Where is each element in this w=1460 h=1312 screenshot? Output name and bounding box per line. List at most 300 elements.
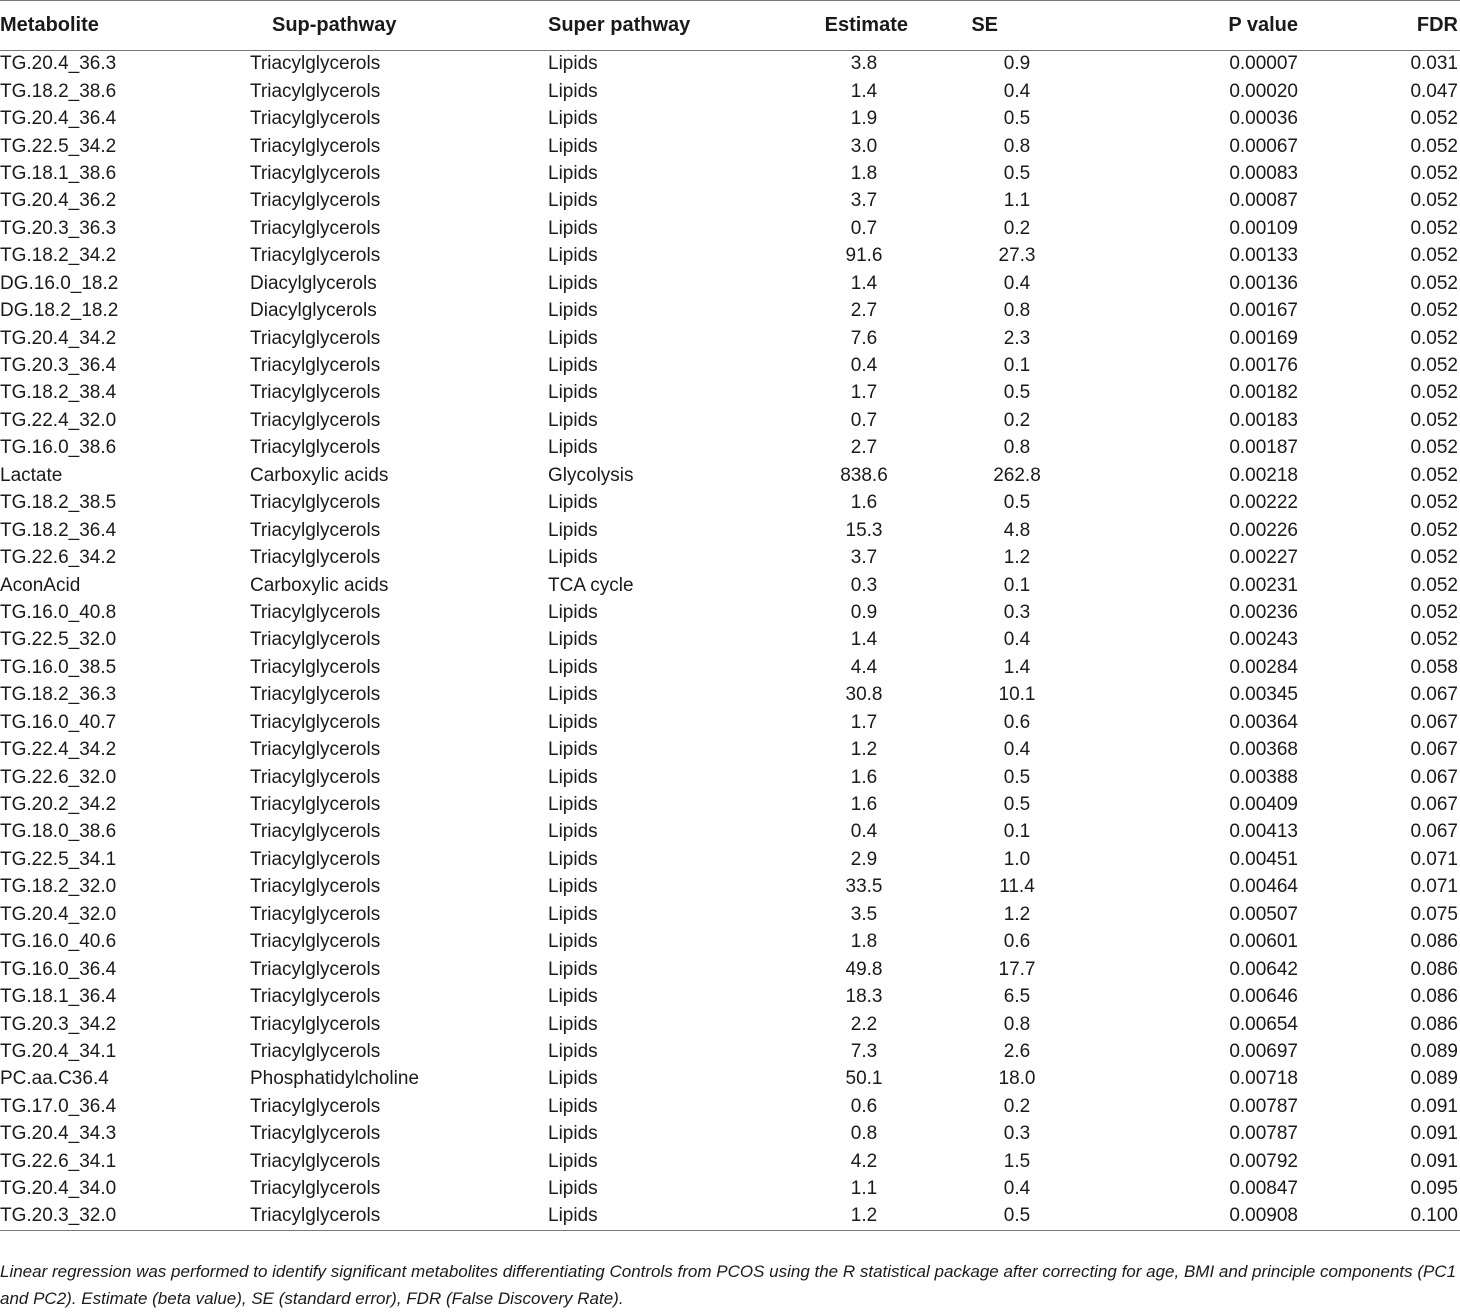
cell-super-pathway: Lipids [548, 1178, 598, 1200]
cell-fdr: 0.095 [1410, 1178, 1458, 1200]
cell-p-value: 0.00792 [1229, 1150, 1298, 1172]
cell-estimate: 0.7 [850, 217, 878, 239]
cell-estimate: 33.5 [845, 876, 883, 898]
cell-p-value: 0.00243 [1229, 629, 1298, 651]
cell-metabolite: TG.18.0_38.6 [0, 821, 117, 843]
cell-estimate: 1.6 [850, 766, 878, 788]
cell-fdr: 0.091 [1410, 1123, 1458, 1145]
cell-metabolite: TG.18.2_38.5 [0, 492, 117, 514]
cell-fdr: 0.089 [1410, 1040, 1458, 1062]
cell-super-pathway: Lipids [548, 684, 598, 706]
cell-p-value: 0.00368 [1229, 739, 1298, 761]
cell-se: 0.2 [1003, 217, 1031, 239]
cell-metabolite: TG.18.2_38.6 [0, 80, 117, 102]
cell-se: 1.5 [1003, 1150, 1031, 1172]
cell-fdr: 0.058 [1410, 656, 1458, 678]
cell-super-pathway: Lipids [548, 162, 598, 184]
table-row [0, 791, 1460, 818]
cell-metabolite: DG.16.0_18.2 [0, 272, 119, 294]
cell-metabolite: TG.18.2_36.3 [0, 684, 117, 706]
cell-sub-pathway: Triacylglycerols [250, 903, 381, 925]
cell-sub-pathway: Triacylglycerols [250, 766, 381, 788]
cell-estimate: 2.2 [850, 1013, 878, 1035]
cell-metabolite: TG.22.6_34.1 [0, 1150, 117, 1172]
cell-fdr: 0.052 [1410, 217, 1458, 239]
cell-fdr: 0.067 [1410, 711, 1458, 733]
table-row [0, 270, 1460, 297]
cell-p-value: 0.00787 [1229, 1095, 1298, 1117]
cell-super-pathway: Lipids [548, 848, 598, 870]
cell-fdr: 0.052 [1410, 272, 1458, 294]
table-row [0, 78, 1460, 105]
cell-metabolite: TG.22.6_32.0 [0, 766, 117, 788]
cell-se: 0.2 [1003, 1095, 1031, 1117]
cell-fdr: 0.052 [1410, 108, 1458, 130]
cell-super-pathway: Lipids [548, 1150, 598, 1172]
cell-metabolite: TG.18.2_32.0 [0, 876, 117, 898]
cell-super-pathway: Lipids [548, 711, 598, 733]
cell-sub-pathway: Triacylglycerols [250, 1123, 381, 1145]
cell-p-value: 0.00601 [1229, 931, 1298, 953]
cell-metabolite: TG.20.4_32.0 [0, 903, 117, 925]
cell-p-value: 0.00908 [1116, 1203, 1340, 1230]
cell-metabolite: TG.18.2_36.4 [0, 519, 117, 541]
cell-super-pathway: Lipids [548, 519, 598, 541]
cell-metabolite: TG.18.1_38.6 [0, 162, 117, 184]
cell-super-pathway: Lipids [548, 53, 598, 75]
cell-estimate: 1.7 [850, 382, 878, 404]
cell-p-value: 0.00187 [1229, 437, 1298, 459]
cell-estimate: 1.9 [850, 108, 878, 130]
table-row [0, 1175, 1460, 1202]
cell-sub-pathway: Triacylglycerols [250, 217, 381, 239]
cell-sub-pathway: Triacylglycerols [250, 409, 381, 431]
cell-super-pathway: Lipids [548, 272, 598, 294]
cell-estimate: 50.1 [845, 1068, 883, 1090]
cell-estimate: 4.4 [850, 656, 878, 678]
cell-estimate: 0.3 [850, 574, 878, 596]
cell-super-pathway: Lipids [548, 958, 598, 980]
cell-sub-pathway: Triacylglycerols [250, 492, 381, 514]
cell-metabolite: TG.20.4_36.3 [0, 53, 117, 75]
cell-p-value: 0.00345 [1229, 684, 1298, 706]
cell-se: 0.1 [1003, 355, 1031, 377]
cell-p-value: 0.00646 [1229, 986, 1298, 1008]
cell-metabolite: TG.16.0_40.7 [0, 711, 117, 733]
table-row [0, 874, 1460, 901]
cell-fdr: 0.091 [1410, 1095, 1458, 1117]
cell-super-pathway: Lipids [548, 135, 598, 157]
cell-super-pathway: Lipids [548, 1013, 598, 1035]
cell-metabolite: TG.22.5_32.0 [0, 629, 117, 651]
cell-sub-pathway: Triacylglycerols [250, 1040, 381, 1062]
cell-se: 0.2 [1003, 409, 1031, 431]
cell-fdr: 0.052 [1410, 355, 1458, 377]
cell-super-pathway: Lipids [548, 1095, 598, 1117]
cell-metabolite: TG.17.0_36.4 [0, 1095, 117, 1117]
cell-se: 4.8 [1003, 519, 1031, 541]
cell-estimate: 1.1 [850, 1178, 878, 1200]
cell-sub-pathway: Triacylglycerols [250, 739, 381, 761]
cell-super-pathway: Lipids [548, 931, 598, 953]
cell-se: 11.4 [999, 876, 1035, 898]
cell-p-value: 0.00451 [1229, 848, 1298, 870]
table-row [0, 764, 1460, 791]
cell-fdr: 0.052 [1410, 464, 1458, 486]
cell-p-value: 0.00718 [1229, 1068, 1298, 1090]
cell-p-value: 0.00236 [1229, 601, 1298, 623]
cell-estimate: 4.2 [850, 1150, 878, 1172]
cell-se: 0.4 [1003, 1178, 1031, 1200]
cell-estimate: 1.6 [850, 492, 878, 514]
cell-super-pathway: Lipids [548, 492, 598, 514]
cell-fdr: 0.100 [1340, 1203, 1460, 1230]
cell-super-pathway: Lipids [548, 108, 598, 130]
cell-p-value: 0.00036 [1229, 108, 1298, 130]
table-row [0, 407, 1460, 434]
cell-super-pathway: Lipids [548, 1040, 598, 1062]
cell-se: 0.5 [1003, 108, 1031, 130]
cell-p-value: 0.00083 [1229, 162, 1298, 184]
cell-sub-pathway: Carboxylic acids [250, 464, 389, 486]
cell-super-pathway: Lipids [548, 739, 598, 761]
cell-sub-pathway: Triacylglycerols [250, 1178, 381, 1200]
cell-se: 0.8 [1003, 1013, 1031, 1035]
cell-fdr: 0.052 [1410, 629, 1458, 651]
cell-sub-pathway: Triacylglycerols [250, 162, 381, 184]
cell-super-pathway: Lipids [548, 80, 598, 102]
header-row [0, 1, 1460, 51]
cell-sub-pathway: Triacylglycerols [250, 1013, 381, 1035]
cell-metabolite: TG.20.4_36.4 [0, 108, 117, 130]
cell-fdr: 0.052 [1410, 519, 1458, 541]
table-row [0, 709, 1460, 736]
table-row [0, 243, 1460, 270]
table-row [0, 51, 1460, 78]
cell-super-pathway: Lipids [548, 409, 598, 431]
cell-se: 2.3 [1003, 327, 1031, 349]
header-estimate: Estimate [786, 1, 926, 51]
cell-metabolite: TG.20.3_32.0 [0, 1203, 250, 1230]
cell-metabolite: AconAcid [0, 574, 81, 596]
cell-p-value: 0.00642 [1229, 958, 1298, 980]
cell-p-value: 0.00133 [1229, 245, 1298, 267]
cell-fdr: 0.067 [1410, 739, 1458, 761]
cell-estimate: 7.6 [850, 327, 878, 349]
cell-super-pathway: Lipids [548, 190, 598, 212]
cell-super-pathway: Lipids [548, 629, 598, 651]
cell-p-value: 0.00007 [1229, 53, 1298, 75]
cell-sub-pathway: Triacylglycerols [250, 684, 381, 706]
cell-se: 0.4 [1003, 80, 1031, 102]
cell-se: 1.0 [1003, 848, 1031, 870]
cell-metabolite: TG.20.3_36.3 [0, 217, 117, 239]
cell-sub-pathway: Triacylglycerols [250, 986, 381, 1008]
table-row [0, 105, 1460, 132]
cell-estimate: 0.4 [850, 355, 878, 377]
cell-p-value: 0.00109 [1229, 217, 1298, 239]
table-row [0, 983, 1460, 1010]
cell-se: 0.8 [1003, 135, 1031, 157]
table-row [0, 1148, 1460, 1175]
cell-estimate: 15.3 [845, 519, 883, 541]
cell-se: 1.2 [1003, 547, 1031, 569]
cell-estimate: 30.8 [845, 684, 883, 706]
cell-p-value: 0.00231 [1229, 574, 1298, 596]
cell-sub-pathway: Diacylglycerols [250, 300, 377, 322]
cell-se: 0.3 [1003, 1123, 1031, 1145]
cell-sub-pathway: Triacylglycerols [250, 108, 381, 130]
table-footnote: Linear regression was performed to identify significant metabolites differentiating Controls from PCOS using the R statistical package after correcting for age, BMI and principle components (PC1 and PC2). Estimate (beta value), SE (standard error), FDR (False Discovery Rate). [0, 1262, 1457, 1308]
cell-se: 0.4 [1003, 272, 1031, 294]
cell-super-pathway: Lipids [548, 1068, 598, 1090]
cell-fdr: 0.052 [1410, 601, 1458, 623]
cell-metabolite: TG.22.4_32.0 [0, 409, 117, 431]
table-body [0, 51, 1460, 1231]
cell-p-value: 0.00284 [1229, 656, 1298, 678]
cell-p-value: 0.00364 [1229, 711, 1298, 733]
cell-super-pathway: Lipids [548, 547, 598, 569]
cell-se: 0.6 [1003, 711, 1031, 733]
cell-metabolite: TG.16.0_40.8 [0, 601, 117, 623]
cell-sub-pathway: Triacylglycerols [250, 601, 381, 623]
cell-p-value: 0.00176 [1229, 355, 1298, 377]
cell-metabolite: TG.20.4_34.2 [0, 327, 117, 349]
cell-se: 0.8 [1003, 300, 1031, 322]
cell-super-pathway: Lipids [548, 794, 598, 816]
cell-super-pathway: Lipids [548, 656, 598, 678]
cell-sub-pathway: Triacylglycerols [250, 437, 381, 459]
cell-fdr: 0.089 [1410, 1068, 1458, 1090]
cell-metabolite: TG.22.6_34.2 [0, 547, 117, 569]
cell-estimate: 1.2 [786, 1203, 926, 1230]
cell-sub-pathway: Triacylglycerols [250, 382, 381, 404]
cell-super-pathway: Lipids [548, 437, 598, 459]
cell-sub-pathway: Triacylglycerols [250, 1150, 381, 1172]
cell-se: 1.4 [1003, 656, 1031, 678]
cell-fdr: 0.067 [1410, 794, 1458, 816]
cell-sub-pathway: Diacylglycerols [250, 272, 377, 294]
cell-se: 0.1 [1003, 574, 1031, 596]
cell-fdr: 0.052 [1410, 574, 1458, 596]
cell-p-value: 0.00169 [1229, 327, 1298, 349]
cell-estimate: 3.0 [850, 135, 878, 157]
cell-super-pathway: Lipids [548, 327, 598, 349]
table-row [0, 133, 1460, 160]
table-row [0, 1066, 1460, 1093]
cell-p-value: 0.00227 [1229, 547, 1298, 569]
cell-estimate: 1.8 [850, 162, 878, 184]
cell-metabolite: TG.20.3_34.2 [0, 1013, 117, 1035]
cell-p-value: 0.00847 [1229, 1178, 1298, 1200]
cell-super-pathway: Lipids [548, 1203, 786, 1230]
table-row [0, 599, 1460, 626]
cell-estimate: 0.8 [850, 1123, 878, 1145]
cell-estimate: 0.4 [850, 821, 878, 843]
table-row [0, 380, 1460, 407]
cell-sub-pathway: Triacylglycerols [250, 931, 381, 953]
cell-fdr: 0.075 [1410, 903, 1458, 925]
cell-sub-pathway: Carboxylic acids [250, 574, 389, 596]
cell-super-pathway: Lipids [548, 986, 598, 1008]
cell-super-pathway: Lipids [548, 821, 598, 843]
table-row [0, 654, 1460, 681]
cell-fdr: 0.052 [1410, 409, 1458, 431]
cell-sub-pathway: Triacylglycerols [250, 848, 381, 870]
table-row [0, 1038, 1460, 1065]
header-sub-pathway: Sup-pathway [250, 1, 548, 51]
cell-metabolite: TG.20.4_34.0 [0, 1178, 117, 1200]
cell-se: 0.3 [1003, 601, 1031, 623]
cell-fdr: 0.091 [1410, 1150, 1458, 1172]
cell-estimate: 3.7 [850, 190, 878, 212]
cell-p-value: 0.00218 [1229, 464, 1298, 486]
cell-estimate: 91.6 [845, 245, 883, 267]
cell-sub-pathway: Triacylglycerols [250, 656, 381, 678]
table-row [0, 490, 1460, 517]
cell-fdr: 0.052 [1410, 492, 1458, 514]
cell-p-value: 0.00226 [1229, 519, 1298, 541]
cell-p-value: 0.00222 [1229, 492, 1298, 514]
table-row [0, 544, 1460, 571]
cell-estimate: 0.6 [850, 1095, 878, 1117]
cell-sub-pathway: Triacylglycerols [250, 876, 381, 898]
cell-super-pathway: Lipids [548, 903, 598, 925]
table-row [0, 325, 1460, 352]
cell-metabolite: TG.20.3_36.4 [0, 355, 117, 377]
cell-p-value: 0.00183 [1229, 409, 1298, 431]
header-super-pathway: Super pathway [548, 1, 786, 51]
header-se: SE [926, 1, 1116, 51]
cell-estimate: 49.8 [845, 958, 883, 980]
cell-estimate: 3.7 [850, 547, 878, 569]
cell-se: 0.9 [1003, 53, 1031, 75]
cell-metabolite: TG.16.0_36.4 [0, 958, 117, 980]
cell-se: 0.5 [1003, 766, 1031, 788]
cell-estimate: 0.7 [850, 409, 878, 431]
cell-metabolite: TG.18.2_34.2 [0, 245, 117, 267]
cell-sub-pathway: Triacylglycerols [250, 245, 381, 267]
cell-sub-pathway: Triacylglycerols [250, 135, 381, 157]
table-row [0, 462, 1460, 489]
cell-se: 0.4 [1003, 629, 1031, 651]
cell-fdr: 0.067 [1410, 821, 1458, 843]
cell-estimate: 2.7 [850, 437, 878, 459]
cell-estimate: 0.9 [850, 601, 878, 623]
cell-super-pathway: Lipids [548, 1123, 598, 1145]
cell-fdr: 0.052 [1410, 547, 1458, 569]
cell-fdr: 0.067 [1410, 684, 1458, 706]
cell-metabolite: TG.18.1_36.4 [0, 986, 117, 1008]
cell-super-pathway: Lipids [548, 217, 598, 239]
cell-estimate: 1.2 [850, 739, 878, 761]
cell-se: 262.8 [993, 464, 1041, 486]
cell-fdr: 0.052 [1410, 135, 1458, 157]
cell-super-pathway: Lipids [548, 355, 598, 377]
cell-fdr: 0.067 [1410, 766, 1458, 788]
cell-estimate: 838.6 [840, 464, 888, 486]
cell-metabolite: TG.16.0_38.6 [0, 437, 117, 459]
cell-p-value: 0.00654 [1229, 1013, 1298, 1035]
table-row [0, 435, 1460, 462]
cell-sub-pathway: Triacylglycerols [250, 519, 381, 541]
cell-fdr: 0.071 [1410, 876, 1458, 898]
cell-p-value: 0.00167 [1229, 300, 1298, 322]
table-row [0, 819, 1460, 846]
cell-fdr: 0.071 [1410, 848, 1458, 870]
cell-super-pathway: Glycolysis [548, 464, 634, 486]
cell-se: 10.1 [998, 684, 1036, 706]
cell-estimate: 1.4 [850, 629, 878, 651]
cell-sub-pathway: Triacylglycerols [250, 53, 381, 75]
table-row [0, 901, 1460, 928]
cell-sub-pathway: Phosphatidylcholine [250, 1068, 420, 1090]
cell-estimate: 2.7 [850, 300, 878, 322]
cell-se: 0.6 [1003, 931, 1031, 953]
table-row [0, 1203, 1460, 1230]
header-metabolite: Metabolite [0, 1, 250, 51]
cell-fdr: 0.086 [1410, 958, 1458, 980]
cell-fdr: 0.052 [1410, 162, 1458, 184]
table-row [0, 1121, 1460, 1148]
cell-p-value: 0.00409 [1229, 794, 1298, 816]
cell-sub-pathway: Triacylglycerols [250, 547, 381, 569]
cell-estimate: 3.8 [850, 53, 878, 75]
cell-sub-pathway: Triacylglycerols [250, 327, 381, 349]
cell-sub-pathway: Triacylglycerols [250, 355, 381, 377]
cell-super-pathway: Lipids [548, 382, 598, 404]
cell-p-value: 0.00413 [1229, 821, 1298, 843]
header-fdr: FDR [1340, 1, 1460, 51]
cell-p-value: 0.00464 [1229, 876, 1298, 898]
table-row [0, 846, 1460, 873]
cell-se: 0.4 [1003, 739, 1031, 761]
cell-p-value: 0.00507 [1229, 903, 1298, 925]
cell-metabolite: TG.20.4_34.1 [0, 1040, 117, 1062]
cell-estimate: 1.4 [850, 80, 878, 102]
table-row [0, 682, 1460, 709]
cell-estimate: 2.9 [850, 848, 878, 870]
table-row [0, 160, 1460, 187]
cell-sub-pathway: Triacylglycerols [250, 821, 381, 843]
cell-super-pathway: TCA cycle [548, 574, 634, 596]
cell-sub-pathway: Triacylglycerols [250, 1203, 548, 1230]
cell-metabolite: Lactate [0, 464, 63, 486]
header-p-value: P value [1116, 1, 1340, 51]
cell-p-value: 0.00787 [1229, 1123, 1298, 1145]
cell-se: 0.1 [1003, 821, 1031, 843]
table-row [0, 572, 1460, 599]
cell-se: 2.6 [1003, 1040, 1031, 1062]
cell-se: 0.5 [1003, 162, 1031, 184]
table-row [0, 517, 1460, 544]
cell-super-pathway: Lipids [548, 766, 598, 788]
cell-se: 1.2 [1003, 903, 1031, 925]
cell-metabolite: DG.18.2_18.2 [0, 300, 119, 322]
cell-estimate: 1.6 [850, 794, 878, 816]
cell-metabolite: TG.20.4_34.3 [0, 1123, 117, 1145]
cell-metabolite: TG.20.4_36.2 [0, 190, 117, 212]
table-header [0, 1, 1460, 51]
cell-p-value: 0.00182 [1229, 382, 1298, 404]
cell-sub-pathway: Triacylglycerols [250, 629, 381, 651]
cell-p-value: 0.00067 [1229, 135, 1298, 157]
cell-sub-pathway: Triacylglycerols [250, 794, 381, 816]
table-row [0, 297, 1460, 324]
cell-se: 0.8 [1003, 437, 1031, 459]
cell-super-pathway: Lipids [548, 300, 598, 322]
cell-se: 18.0 [998, 1068, 1036, 1090]
